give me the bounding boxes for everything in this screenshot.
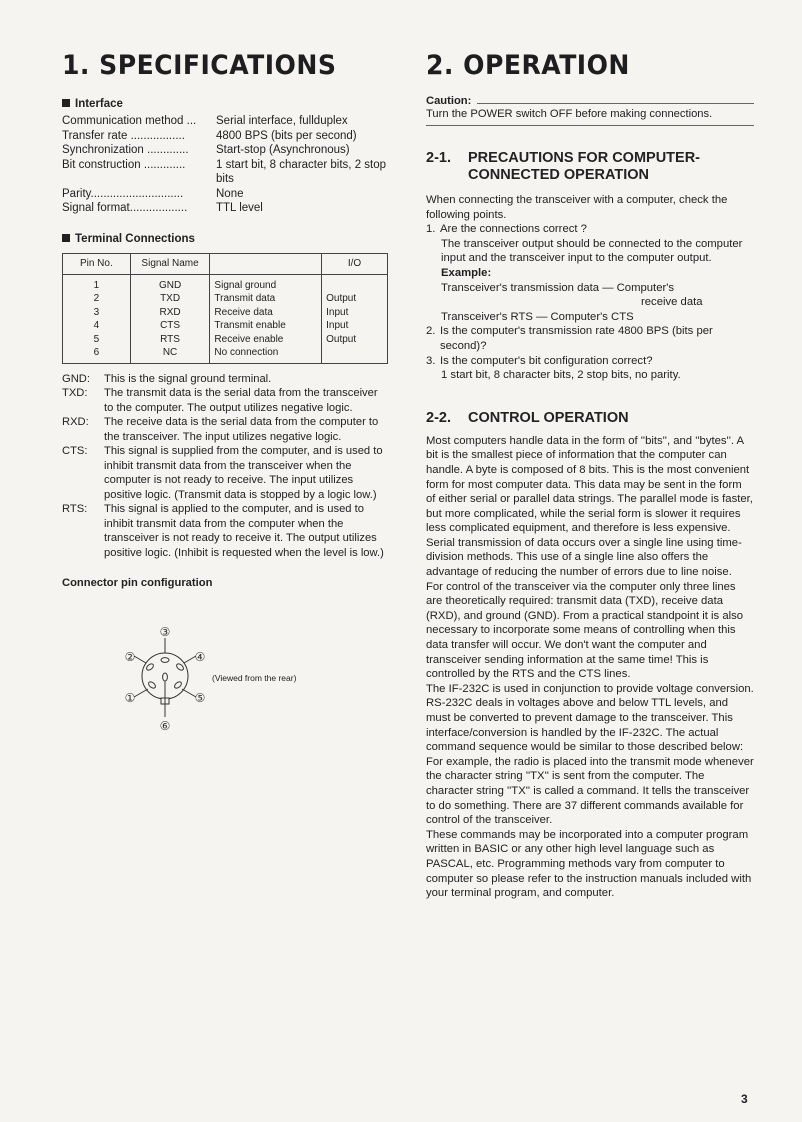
paragraph: These commands may be incorporated into a computer program written in BASIC or any other high level language such as PASCAL, etc. Programming methods vary from computer to computer so please refer to the instruction manuals included with your terminal program, and computer.	[426, 828, 752, 900]
precautions-list: 1. Are the connections correct ? The transceiver output should be connected to the computer input and the transceiver input to the computer output. Example: Transceiver's transmission data — Computer's receive data Transceiver's RTS — Computer's CTS 2. Is the computer's transmission rate 4800 BPS (bits per second)? 3. Is the computer's bit configuration correct? 1 start bit, 8 character bits, 2 stop bits, no parity.	[426, 222, 754, 383]
terminal-connections-table	[62, 253, 388, 364]
interface-heading: Interface	[62, 98, 390, 110]
control-operation-body	[426, 434, 754, 901]
square-bullet-icon	[62, 234, 70, 242]
table-header-row: Pin No. Signal Name I/O	[63, 253, 388, 274]
definition-item: RXD: The receive data is the serial data from the computer to the transceiver. The input utilizes negative logic.	[62, 416, 379, 443]
section-2-1-heading: 2-1. PRECAUTIONS FOR COMPUTER- CONNECTED OPERATION	[426, 150, 700, 183]
pin-6	[163, 673, 168, 681]
spec-row: Communication method ... Serial interface, fullduplex	[62, 115, 348, 127]
list-item: 2. Is the computer's transmission rate 4800 BPS (bits per second)?	[426, 325, 713, 352]
pin-label-5: ⑤	[194, 691, 206, 705]
table-row: 6 NC No connection	[63, 346, 388, 363]
square-bullet-icon	[62, 99, 70, 107]
table-row: 5 RTS Receive enable Output	[63, 333, 388, 347]
spec-row: Bit construction ............. 1 start bit, 8 character bits, 2 stop bits	[62, 158, 387, 185]
list-item: 1. Are the connections correct ?	[426, 223, 587, 236]
caution-text: Turn the POWER switch OFF before making connections.	[426, 107, 754, 126]
spec-row: Signal format.................. TTL level	[62, 202, 263, 214]
definition-item: TXD: The transmit data is the serial data from the transceiver to the computer. The output utilizes negative logic.	[62, 387, 378, 414]
signal-definitions	[62, 372, 390, 561]
paragraph: The IF-232C is used in conjunction to provide voltage conversion. RS-232C deals in voltages above and below TTL levels, and must be converted to prevent damage to the transceiver. This interface/conversion is handled by the IF-232C. The actual command sequence would be similar to those described below:	[426, 682, 754, 754]
pin-label-4: ④	[194, 650, 206, 664]
list-item: 3. Is the computer's bit configuration correct?	[426, 354, 653, 367]
table-row: 4 CTS Transmit enable Input	[63, 319, 388, 333]
pin-2	[145, 663, 154, 672]
definition-item: RTS: This signal is applied to the computer, and is used to inhibit transmit data from the computer when the transceiver is not ready to receive it. The output utilizes positive logic. (Inhibit is requested when the level is low.)	[62, 503, 384, 559]
table-row: 2 TXD Transmit data Output	[63, 292, 388, 306]
pin-5	[173, 681, 182, 690]
pin-label-6: ⑥	[159, 719, 171, 733]
example-label: Example:	[441, 266, 492, 279]
specifications-column	[62, 50, 390, 739]
spec-row: Parity............................. None	[62, 187, 244, 200]
precautions-intro: When connecting the transceiver with a computer, check the following points.	[426, 194, 728, 221]
pin-label-3: ③	[159, 625, 171, 639]
spec-row: Transfer rate ................. 4800 BPS (bits per second)	[62, 129, 357, 142]
paragraph: Most computers handle data in the form of ''bits'', and ''bytes''. A bit is the smallest piece of information that the computer can handle. A byte is composed of 8 bits. This is the most convenient form for most computer data. This data may be sent in the form of either serial or parallel data strings. The parallel mode is faster, but more complicated, while the serial form is slower it requires less complicated equipment, and therefore is less expensive.	[426, 434, 753, 535]
divider	[477, 103, 754, 104]
pin-label-1: ①	[124, 691, 136, 705]
table-row: 3 RXD Receive data Input	[63, 306, 388, 320]
din-connector-icon	[62, 599, 222, 739]
operation-column	[426, 50, 754, 901]
connector-pin-configuration-heading: Connector pin configuration	[62, 577, 213, 589]
pin-1	[147, 681, 156, 690]
section-2-2-heading: 2-2. CONTROL OPERATION	[426, 409, 629, 426]
definition-item: CTS: This signal is supplied from the computer, and is used to inhibit transmit data from the transceiver when the computer is not ready to receive. The input utilizes positive logic. (Transmit data is stopped by a logic low.)	[62, 445, 383, 501]
pin-3	[161, 658, 169, 663]
definition-item: GND: This is the signal ground terminal.	[62, 372, 272, 385]
viewed-from-rear-label: (Viewed from the rear)	[212, 673, 297, 683]
terminal-connections-heading: Terminal Connections	[62, 233, 390, 245]
caution-heading: Caution:	[426, 95, 754, 107]
paragraph: For control of the transceiver via the computer only three lines are theoretically required: transmit data (TXD), receive data (RXD), and ground (GND). From a practical standpoint it is also necessary to incorporate some means of controlling when this data transfer will occur. We don't want the computer and transceiver sending information at the same time! This is controlled by the RTS and the CTS lines.	[426, 580, 744, 681]
spec-list	[62, 114, 390, 216]
pin-label-2: ②	[124, 650, 136, 664]
table-row: 1 GND Signal ground	[63, 274, 388, 292]
operation-title: 2. OPERATION	[426, 50, 630, 81]
paragraph: For example, the radio is placed into the transmit mode whenever the character string ''TX'' is sent from the computer. The character string ''TX'' is called a command. It tells the transceiver to do something. There are 37 different commands available for control of the transceiver.	[426, 755, 754, 827]
paragraph: Serial transmission of data occurs over a single line using time-division methods. This use of a single line also offers the advantage of reducing the number of errors due to line noise.	[426, 536, 742, 579]
page-number: 3	[741, 1092, 748, 1106]
specifications-title: 1. SPECIFICATIONS	[62, 50, 337, 81]
pin-4	[175, 663, 184, 672]
spec-row: Synchronization ............. Start-stop (Asynchronous)	[62, 144, 350, 156]
connector-diagram	[62, 599, 390, 739]
